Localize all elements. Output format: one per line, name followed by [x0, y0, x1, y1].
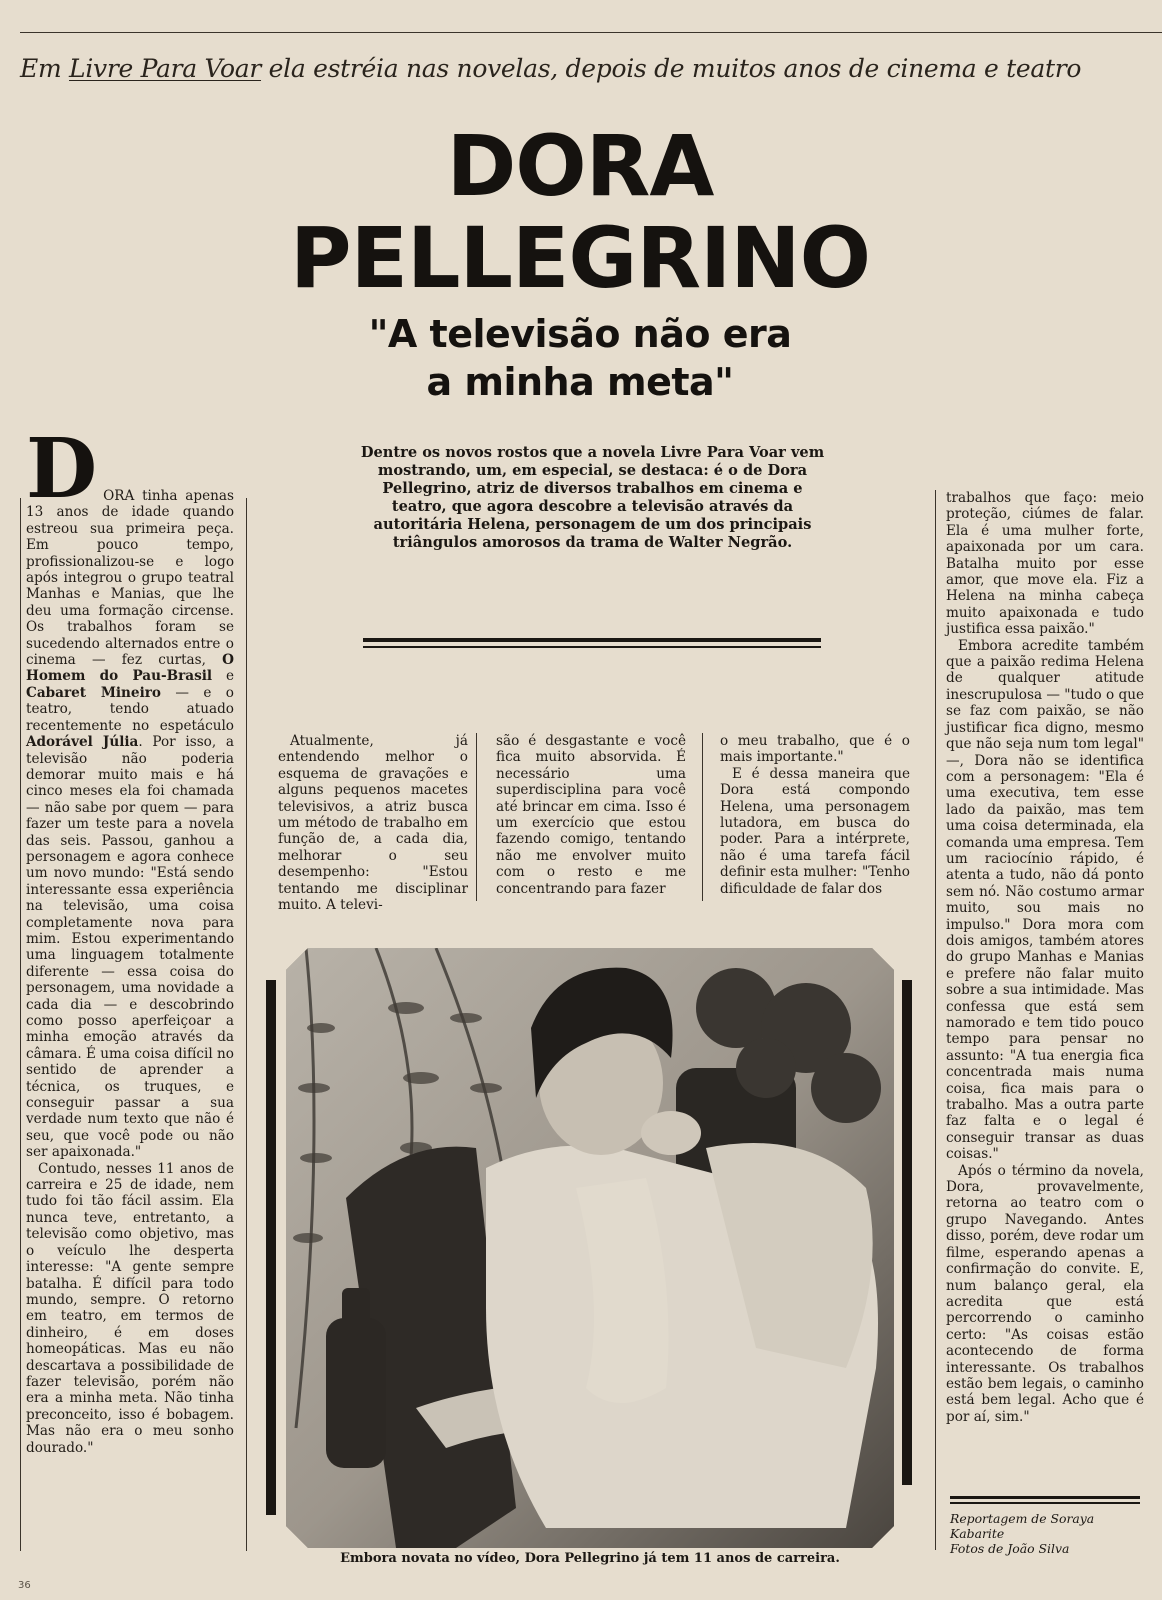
headline [180, 117, 980, 307]
article-column-3: são é desgastante e você fica muito absorvida. É necessário uma superdisciplina para você até brincar em cima. Isso é um exercício que estou fazendo comigo, tentando não me envolver muito com o resto e me concentrando para fazer [496, 733, 686, 897]
subheadline [280, 310, 880, 406]
credits-reporter: Reportagem de Soraya Kabarite [950, 1511, 1095, 1541]
headline-line-1: DORA [446, 117, 714, 215]
credits-rule [950, 1496, 1140, 1506]
photo-frame-bar-right [902, 980, 912, 1485]
subheadline-line-1: "A televisão não era [368, 312, 792, 356]
article-column-1: DORA tinha apenas 13 anos de idade quando estreou sua primeira peça. Em pouco tempo, profissionalizou-se e logo após integrou o grupo teatral Manhas e Manias, que lhe deu uma formação circense. Os trabalhos foram se sucedendo alternados entre o cinema — fez curtas, O Homem do Pau-Brasil e Cabaret Mineiro — e o teatro, tendo atuado recentemente no espetáculo Adorável Júlia. Por isso, a televisão não poderia demorar muito mais e há cinco meses ela foi chamada — não sabe por quem — para fazer um teste para a novela das seis. Passou, ganhou a personagem e agora conhece um novo mundo: "Está sendo interessante essa experiência na televisão, uma coisa completamente nova para mim. Estou experimentando uma linguagem totalmente diferente — essa coisa do personagem, uma novidade a cada dia — e descobrindo como posso aperfeiçoar a minha emoção através da câmara. É uma coisa difícil no sentido de aprender a técnica, os truques, e conseguir passar a sua verdade num texto que não é seu, que você pode ou não ser apaixonada." Contudo, nesses 11 anos de carreira e 25 de idade, nem tudo foi tão fácil assim. Ela nunca teve, entretanto, a televisão como objetivo, mas o veículo lhe desperta interesse: "A gente sempre batalha. É difícil para todo mundo, sempre. O retorno em teatro, em termos de dinheiro, é em doses homeopáticas. Mas eu não descartava a possibilidade de fazer televisão, porém não era a minha meta. Não tinha preconceito, isso é bobagem. Mas não era o meu sonho dourado." [26, 421, 234, 1456]
portrait-photo-illustration [286, 948, 894, 1548]
kicker: Em Livre Para Voar ela estréia nas novelas, depois de muitos anos de cinema e teatro [20, 54, 1082, 83]
portrait-photo [286, 948, 894, 1548]
photo-frame-bar-left [266, 980, 276, 1515]
column-rule [20, 498, 21, 1551]
drop-cap: D [26, 421, 98, 517]
column-rule [476, 733, 477, 901]
column-rule [935, 490, 936, 1550]
lead-rule [363, 638, 821, 652]
page-number: 36 [18, 1580, 31, 1591]
article-column-4: o meu trabalho, que é o mais importante." E é dessa maneira que Dora está compondo Helena, uma personagem lutadora, em busca do poder. Para a intérprete, não é uma tarefa fácil definir esta mulher: "Tenho dificuldade de falar dos [720, 733, 910, 897]
column-rule [702, 733, 703, 901]
kicker-novela-title: Livre Para Voar [69, 54, 262, 83]
top-rule [20, 32, 1162, 33]
headline-line-2: PELLEGRINO [290, 209, 870, 307]
lead-paragraph: Dentre os novos rostos que a novela Livre Para Voar vem mostrando, um, em especial, se destaca: é o de Dora Pellegrino, atriz de diversos trabalhos em cinema e teatro, que agora descobre a televisão através da autoritária Helena, personagem de um dos principais triângulos amorosos da trama de Walter Negrão. [360, 444, 825, 551]
credits-photographer: Fotos de João Silva [950, 1541, 1070, 1556]
subheadline-line-2: a minha meta" [426, 360, 734, 404]
article-column-2: Atualmente, já entendendo melhor o esquema de gravações e alguns pequenos macetes televisivos, a atriz busca um método de trabalho em função de, a cada dia, melhorar o seu desempenho: "Estou tentando me disciplinar muito. A televi- [278, 733, 468, 914]
photo-caption: Embora novata no vídeo, Dora Pellegrino já tem 11 anos de carreira. [340, 1551, 840, 1566]
column-rule [246, 498, 247, 1551]
article-column-5: trabalhos que faço: meio proteção, ciúmes de falar. Ela é uma mulher forte, apaixonada por um cara. Batalha muito por esse amor, que move ela. Fiz a Helena na minha cabeça muito apaixonada e tudo justifica essa paixão." Embora acredite também que a paixão redima Helena de qualquer atitude inescrupulosa — "tudo o que se faz com paixão, se não justificar fica digno, mesmo que não seja num tom legal" —, Dora não se identifica com a personagem: "Ela é uma executiva, tem esse lado da paixão, mas tem uma coisa determinada, ela comanda uma empresa. Tem um raciocínio rápido, é atenta a tudo, não dá ponto sem nó. Não costumo armar muito, sou mais no impulso." Dora mora com dois amigos, também atores do grupo Manhas e Manias e prefere não falar muito sobre a sua intimidade. Mas confessa que está sem namorado e tem tido pouco tempo para pensar no assunto: "A tua energia fica concentrada mais numa coisa, fica mais para o trabalho. Mas a outra parte faz falta e o legal é conseguir transar as duas coisas." Após o término da novela, Dora, provavelmente, retorna ao teatro com o grupo Navegando. Antes disso, porém, deve rodar um filme, esperando apenas a confirmação do convite. E, num balanço geral, ela acredita que está percorrendo o caminho certo: "As coisas estão acontecendo de forma interessante. Os trabalhos estão bem legais, o caminho está bem legal. Acho que é por aí, sim." [946, 490, 1144, 1425]
photo-credits [950, 1511, 1140, 1556]
